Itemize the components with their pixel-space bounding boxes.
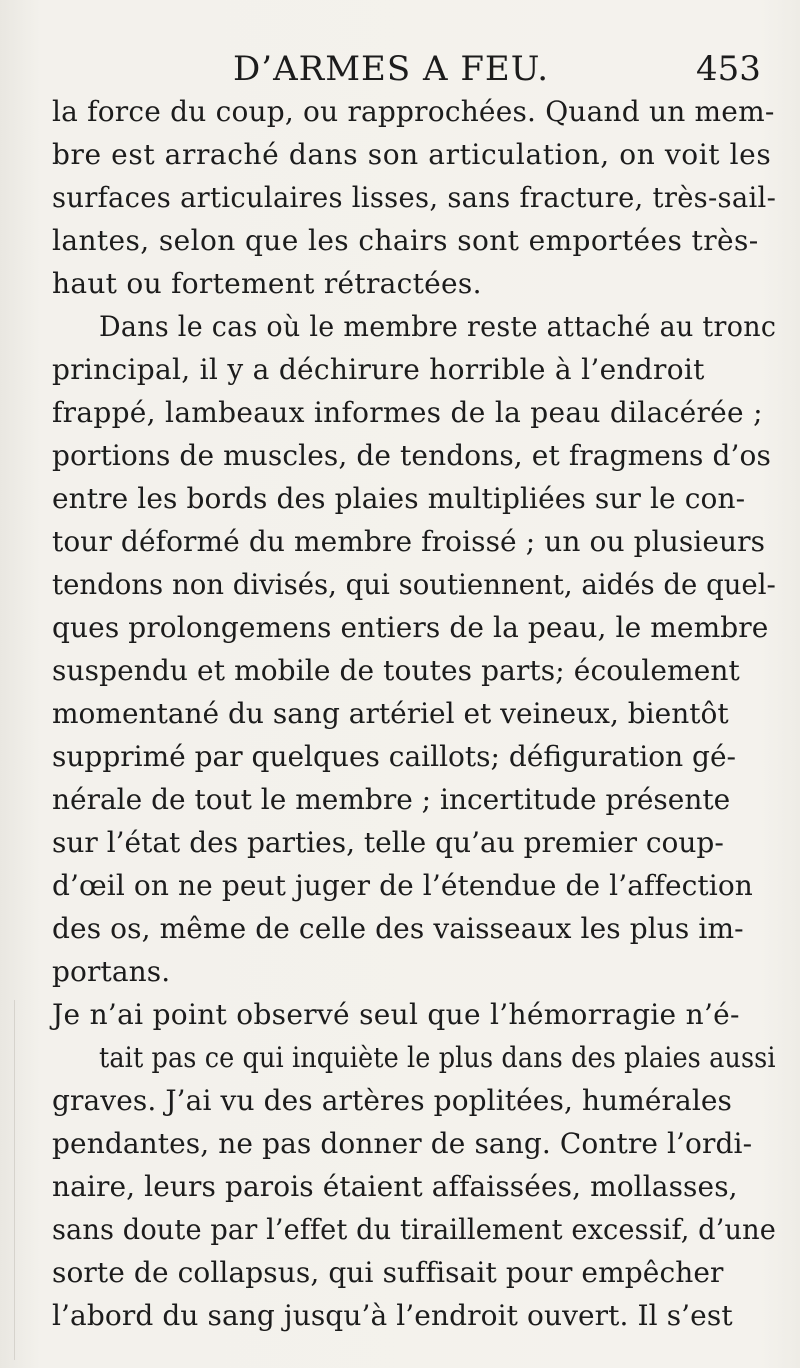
text-line: suspendu et mobile de toutes parts; écoulement xyxy=(52,654,740,687)
text-line: haut ou fortement rétractées. xyxy=(52,267,482,300)
text-line: supprimé par quelques caillots; défiguration gé- xyxy=(52,740,737,773)
text-line: pendantes, ne pas donner de sang. Contre l’ordi- xyxy=(52,1127,753,1160)
text-line: nérale de tout le membre ; incertitude présente xyxy=(52,783,731,816)
text-line: graves. J’ai vu des artères poplitées, humérales xyxy=(52,1084,733,1117)
page-number: 453 xyxy=(696,49,761,89)
text-line: principal, il y a déchirure horrible à l’endroit xyxy=(52,353,705,386)
text-line: ques prolongemens entiers de la peau, le membre xyxy=(52,611,769,644)
text-line: portions de muscles, de tendons, et fragmens d’os xyxy=(52,439,771,472)
text-line: surfaces articulaires lisses, sans fracture, très-sail- xyxy=(52,181,777,214)
page-edge-shadow xyxy=(14,1000,15,1360)
text-line: des os, même de celle des vaisseaux les plus im- xyxy=(52,912,744,945)
text-line: sorte de collapsus, qui suffisait pour empêcher xyxy=(52,1256,724,1289)
text-line: tendons non divisés, qui soutiennent, aidés de quel- xyxy=(52,568,776,601)
text-line: tait pas ce qui inquiète le plus dans des plaies aussi xyxy=(99,1041,776,1074)
text-line: lantes, selon que les chairs sont emportées très- xyxy=(52,224,759,257)
text-line: portans. xyxy=(52,955,171,988)
text-line: la force du coup, ou rapprochées. Quand un mem- xyxy=(52,95,775,128)
text-line: entre les bords des plaies multipliées sur le con- xyxy=(52,482,746,515)
text-line: d’œil on ne peut juger de l’étendue de l’affection xyxy=(52,869,753,902)
page-header xyxy=(0,44,800,94)
text-line: tour déformé du membre froissé ; un ou plusieurs xyxy=(52,525,766,558)
text-line: bre est arraché dans son articulation, on voit les xyxy=(52,138,772,171)
text-line: sur l’état des parties, telle qu’au premier coup- xyxy=(52,826,724,859)
text-line: l’abord du sang jusqu’à l’endroit ouvert. Il s’est xyxy=(52,1299,733,1332)
paragraph-start-line: Dans le cas où le membre reste attaché au tronc xyxy=(99,310,777,343)
text-line: naire, leurs parois étaient affaissées, mollasses, xyxy=(52,1170,738,1203)
text-line: frappé, lambeaux informes de la peau dilacérée ; xyxy=(52,396,763,429)
running-title: D’ARMES A FEU. xyxy=(233,49,550,89)
paragraph-start-line: Je n’ai point observé seul que l’hémorragie n’é- xyxy=(52,998,740,1031)
text-line: sans doute par l’effet du tiraillement excessif, d’une xyxy=(52,1213,776,1246)
text-line: momentané du sang artériel et veineux, bientôt xyxy=(52,697,729,730)
